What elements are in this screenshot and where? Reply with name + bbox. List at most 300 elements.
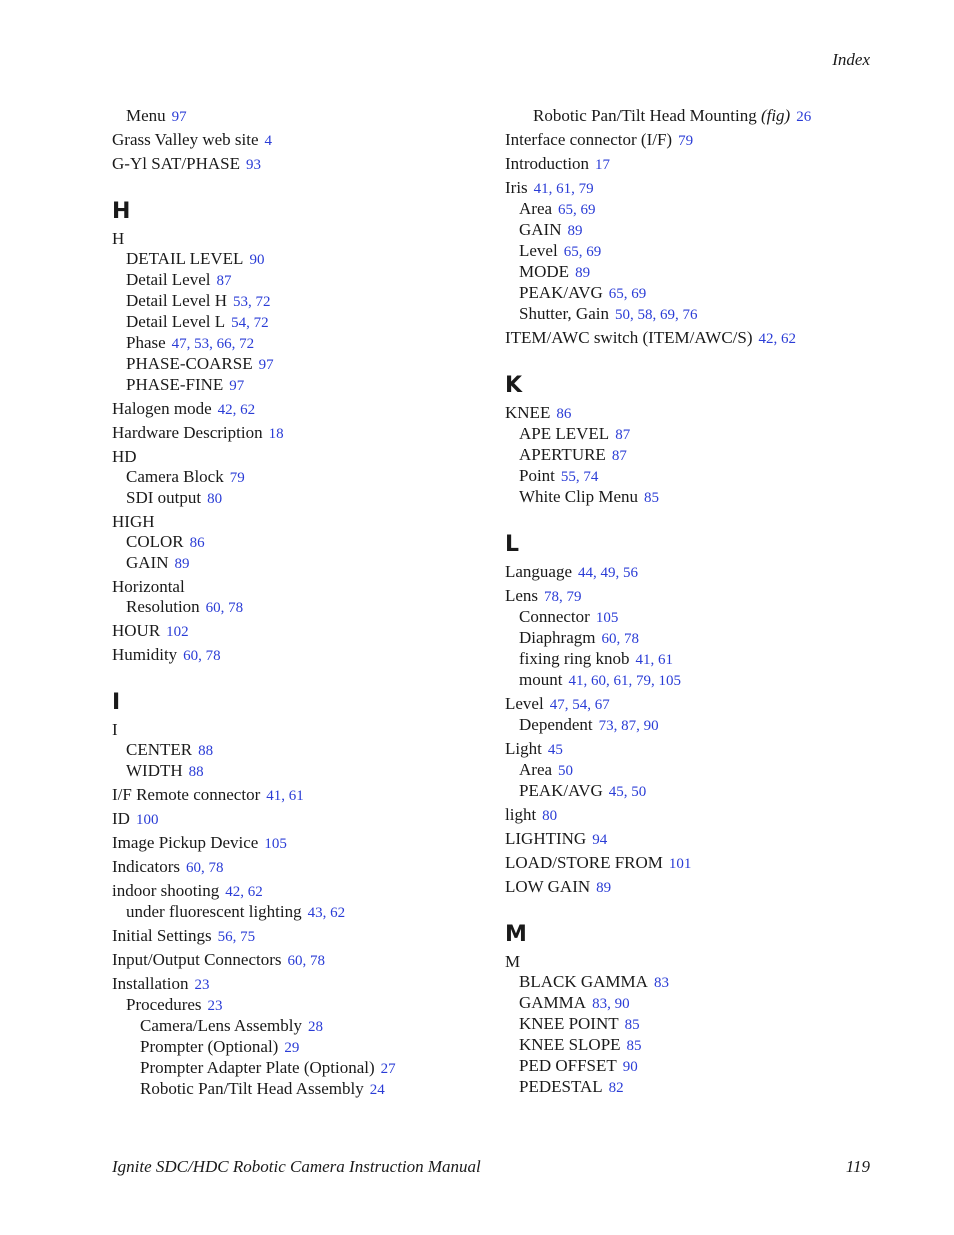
page-separator: , xyxy=(629,307,638,323)
page-link[interactable]: 100 xyxy=(135,812,159,828)
page-link[interactable]: 85 xyxy=(643,490,659,506)
page-references xyxy=(534,181,594,197)
index-term: Lens xyxy=(505,586,539,605)
page-references xyxy=(259,357,274,373)
index-term: HD xyxy=(112,447,137,466)
page-references xyxy=(644,490,659,506)
index-subentry xyxy=(112,312,482,333)
page-link[interactable]: 74 xyxy=(583,469,599,485)
index-term: ITEM/AWC switch (ITEM/AWC/S) xyxy=(505,328,753,347)
page-references xyxy=(136,812,159,828)
page-link[interactable]: 90 xyxy=(614,996,630,1012)
page-references xyxy=(592,832,607,848)
page-link[interactable]: 67 xyxy=(594,697,610,713)
index-entry xyxy=(112,857,482,878)
index-subentry xyxy=(505,781,885,802)
index-subentry xyxy=(505,199,885,220)
page-link[interactable]: 89 xyxy=(567,223,583,239)
index-subentry xyxy=(112,761,482,782)
index-subentry xyxy=(505,1035,885,1056)
page-link[interactable]: 4 xyxy=(264,133,273,149)
index-term: Area xyxy=(519,199,553,218)
index-entry xyxy=(505,328,885,349)
page-separator: , xyxy=(613,718,622,734)
page-references xyxy=(229,378,244,394)
index-term: GAMMA xyxy=(519,993,587,1012)
index-term: WIDTH xyxy=(126,761,183,780)
index-entry xyxy=(505,829,885,850)
running-header: Index xyxy=(832,50,870,69)
page-references xyxy=(623,1059,638,1075)
index-term: fixing ring knob xyxy=(519,649,630,668)
page-references xyxy=(269,426,284,442)
page-link[interactable]: 83 xyxy=(653,975,669,991)
index-term: H xyxy=(112,229,125,248)
page-link[interactable]: 65 xyxy=(558,202,574,218)
index-term: Camera/Lens Assembly xyxy=(140,1016,302,1035)
index-subentry xyxy=(505,106,885,127)
index-subentry xyxy=(505,304,885,325)
index-term: GAIN xyxy=(519,220,562,239)
page-separator: , xyxy=(248,294,256,310)
page-link[interactable]: 87 xyxy=(611,448,627,464)
index-term: White Clip Menu xyxy=(519,487,638,506)
index-entry xyxy=(505,154,885,175)
page-link[interactable]: 56 xyxy=(623,565,639,581)
page-references xyxy=(596,880,611,896)
page-separator: , xyxy=(573,202,581,218)
page-link[interactable]: 80 xyxy=(207,491,223,507)
page-link[interactable]: 62 xyxy=(240,402,256,418)
index-term: Dependent xyxy=(519,715,593,734)
page-link[interactable]: 76 xyxy=(682,307,698,323)
index-entry xyxy=(112,809,482,830)
page-references xyxy=(233,294,271,310)
page-link[interactable]: 23 xyxy=(194,977,210,993)
page-link[interactable]: 79 xyxy=(229,470,245,486)
index-subentry xyxy=(505,466,885,487)
page-link[interactable]: 41 xyxy=(266,788,282,804)
index-term: G-Yl SAT/PHASE xyxy=(112,154,240,173)
page-references xyxy=(288,953,326,969)
page-link[interactable]: 79 xyxy=(678,133,694,149)
index-term: PHASE-FINE xyxy=(126,375,224,394)
page-references xyxy=(578,565,638,581)
index-term: Detail Level L xyxy=(126,312,226,331)
index-entry xyxy=(505,586,885,607)
page-separator: , xyxy=(209,336,217,352)
page-link[interactable]: 18 xyxy=(268,426,284,442)
page-link[interactable]: 101 xyxy=(668,856,692,872)
index-subentry xyxy=(505,241,885,262)
index-term: PEDESTAL xyxy=(519,1077,603,1096)
page-link[interactable]: 54 xyxy=(231,315,247,331)
page-link[interactable]: 41 xyxy=(635,652,651,668)
index-entry xyxy=(112,423,482,444)
page-separator: , xyxy=(220,600,229,616)
page-link[interactable]: 78 xyxy=(208,860,224,876)
page-references xyxy=(218,929,256,945)
index-subentry xyxy=(112,291,482,312)
page-references xyxy=(796,109,811,125)
index-subentry xyxy=(112,270,482,291)
page-link[interactable]: 78 xyxy=(623,631,639,647)
index-entry xyxy=(112,447,482,467)
index-term: Light xyxy=(505,739,542,758)
page-link[interactable]: 65 xyxy=(563,244,579,260)
index-term: PEAK/AVG xyxy=(519,781,603,800)
index-term: mount xyxy=(519,670,563,689)
page-link[interactable]: 78 xyxy=(310,953,326,969)
index-entry xyxy=(112,577,482,597)
page-link[interactable]: 42 xyxy=(225,884,241,900)
page-references xyxy=(183,648,221,664)
page-link[interactable]: 72 xyxy=(253,315,269,331)
index-column-left xyxy=(112,106,482,1100)
page-link[interactable]: 97 xyxy=(171,109,187,125)
index-entry xyxy=(505,877,885,898)
page-references xyxy=(381,1061,396,1077)
page-link[interactable]: 65 xyxy=(608,286,624,302)
page-references xyxy=(172,109,187,125)
page-link[interactable]: 88 xyxy=(198,743,214,759)
index-subentry xyxy=(505,283,885,304)
page-link[interactable]: 29 xyxy=(284,1040,300,1056)
index-term: Level xyxy=(519,241,558,260)
page-link[interactable]: 69 xyxy=(586,244,602,260)
page-separator: , xyxy=(281,788,289,804)
page-references xyxy=(265,133,273,149)
index-subentry xyxy=(112,467,482,488)
page-link[interactable]: 87 xyxy=(216,273,232,289)
page-references xyxy=(601,631,639,647)
page-link[interactable]: 94 xyxy=(592,832,608,848)
page-link[interactable]: 105 xyxy=(264,836,287,852)
page-link[interactable]: 87 xyxy=(615,427,631,443)
page-link[interactable]: 53 xyxy=(194,336,210,352)
index-term: Image Pickup Device xyxy=(112,833,259,852)
index-term: Hardware Description xyxy=(112,423,263,442)
index-subentry xyxy=(505,628,885,649)
index-entry xyxy=(505,562,885,583)
page-link[interactable]: 97 xyxy=(258,357,274,373)
index-subentry xyxy=(112,532,482,553)
page-link[interactable]: 62 xyxy=(330,905,346,921)
page-references xyxy=(592,996,630,1012)
index-entry xyxy=(112,399,482,420)
index-term: MODE xyxy=(519,262,570,281)
index-term: Initial Settings xyxy=(112,926,212,945)
index-term: Procedures xyxy=(126,995,202,1014)
page-link[interactable]: 82 xyxy=(608,1080,624,1096)
page-link[interactable]: 73 xyxy=(598,718,614,734)
page-link[interactable]: 78 xyxy=(544,589,560,605)
index-term: KNEE POINT xyxy=(519,1014,619,1033)
page-link[interactable]: 90 xyxy=(643,718,659,734)
page-link[interactable]: 105 xyxy=(595,610,619,626)
page-link[interactable]: 102 xyxy=(166,624,189,640)
index-term: BLACK GAMMA xyxy=(519,972,648,991)
index-term: Robotic Pan/Tilt Head Assembly xyxy=(140,1079,364,1098)
page-link[interactable]: 17 xyxy=(595,157,611,173)
page-link[interactable]: 54 xyxy=(572,697,588,713)
page-link[interactable]: 42 xyxy=(217,402,233,418)
index-term: Level xyxy=(505,694,544,713)
page-link[interactable]: 55 xyxy=(560,469,576,485)
page-separator: , xyxy=(674,307,683,323)
page-link[interactable]: 87 xyxy=(621,718,637,734)
index-term: CENTER xyxy=(126,740,193,759)
page-link[interactable]: 47 xyxy=(549,697,565,713)
page-link[interactable]: 49 xyxy=(600,565,616,581)
page-link[interactable]: 97 xyxy=(229,378,245,394)
page-link[interactable]: 50 xyxy=(631,784,647,800)
index-term: SDI output xyxy=(126,488,202,507)
page-link[interactable]: 45 xyxy=(547,742,563,758)
page-separator: , xyxy=(302,953,311,969)
page-link[interactable]: 78 xyxy=(205,648,221,664)
index-term: LIGHTING xyxy=(505,829,587,848)
index-term: Humidity xyxy=(112,645,178,664)
page-references xyxy=(542,808,557,824)
page-separator: , xyxy=(548,181,557,197)
page-link[interactable]: 44 xyxy=(578,565,594,581)
index-entry xyxy=(112,130,482,151)
page-separator: , xyxy=(200,860,209,876)
index-subentry xyxy=(505,649,885,670)
page-references xyxy=(544,589,582,605)
index-term: PEAK/AVG xyxy=(519,283,603,302)
page-link[interactable]: 62 xyxy=(247,884,263,900)
page-references xyxy=(575,265,590,281)
page-separator: , xyxy=(628,673,636,689)
index-subentry xyxy=(505,670,885,691)
index-term: KNEE SLOPE xyxy=(519,1035,621,1054)
index-subentry xyxy=(505,1077,885,1098)
page-separator: , xyxy=(583,673,591,689)
index-subentry xyxy=(112,1037,482,1058)
page-link[interactable]: 45 xyxy=(608,784,624,800)
page-link[interactable]: 43 xyxy=(307,905,323,921)
page-link[interactable]: 28 xyxy=(307,1019,323,1035)
page-references xyxy=(615,307,698,323)
page-link[interactable]: 61 xyxy=(288,788,304,804)
page-separator: , xyxy=(636,718,644,734)
page-separator: , xyxy=(615,565,624,581)
page-link[interactable]: 85 xyxy=(626,1038,642,1054)
index-term: HOUR xyxy=(112,621,161,640)
page-references xyxy=(568,673,681,689)
index-term: Grass Valley web site xyxy=(112,130,259,149)
index-entry xyxy=(505,178,885,199)
index-subentry xyxy=(112,1016,482,1037)
index-subentry xyxy=(505,445,885,466)
page-link[interactable]: 89 xyxy=(174,556,190,572)
page-link[interactable]: 42 xyxy=(758,331,774,347)
page-separator: , xyxy=(198,648,206,664)
page-link[interactable]: 60 xyxy=(205,600,221,616)
page-link[interactable]: 79 xyxy=(578,181,594,197)
index-subentry xyxy=(505,715,885,736)
page-references xyxy=(615,427,630,443)
page-separator: , xyxy=(605,673,614,689)
index-term: Menu xyxy=(126,106,166,125)
index-term: Area xyxy=(519,760,553,779)
index-letter-heading: K xyxy=(505,373,523,398)
page-link[interactable]: 60 xyxy=(183,648,199,664)
page-link[interactable]: 79 xyxy=(635,673,651,689)
index-entry xyxy=(112,974,482,995)
page-link[interactable]: 78 xyxy=(228,600,244,616)
index-term: Input/Output Connectors xyxy=(112,950,282,969)
page-link[interactable]: 89 xyxy=(596,880,612,896)
page-references xyxy=(561,469,599,485)
page-link[interactable]: 72 xyxy=(239,336,255,352)
index-subentry xyxy=(505,607,885,628)
page-link[interactable]: 26 xyxy=(796,109,812,125)
page-link[interactable]: 85 xyxy=(624,1017,640,1033)
page-references xyxy=(308,1019,323,1035)
page-link[interactable]: 89 xyxy=(575,265,591,281)
index-term: PED OFFSET xyxy=(519,1056,617,1075)
index-term: Robotic Pan/Tilt Head Mounting xyxy=(533,106,757,125)
page-link[interactable]: 56 xyxy=(217,929,233,945)
page-references xyxy=(636,652,674,668)
page-link[interactable]: 61 xyxy=(613,673,629,689)
page-link[interactable]: 93 xyxy=(246,157,261,173)
page-link[interactable]: 90 xyxy=(622,1059,638,1075)
index-subentry xyxy=(112,740,482,761)
index-term: Introduction xyxy=(505,154,590,173)
page-references xyxy=(217,273,232,289)
page-link[interactable]: 86 xyxy=(189,535,205,551)
index-letter-heading: I xyxy=(112,690,121,715)
page-references xyxy=(206,600,244,616)
page-references xyxy=(558,763,573,779)
page-link[interactable]: 79 xyxy=(566,589,582,605)
index-subentry xyxy=(505,993,885,1014)
index-term: Interface connector (I/F) xyxy=(505,130,673,149)
page-references xyxy=(190,535,205,551)
page-link[interactable]: 80 xyxy=(542,808,558,824)
page-link[interactable]: 66 xyxy=(216,336,232,352)
index-subentry xyxy=(505,1014,885,1035)
page-link[interactable]: 105 xyxy=(658,673,681,689)
index-subentry xyxy=(112,902,482,923)
page-references xyxy=(625,1017,640,1033)
index-term: Detail Level H xyxy=(126,291,228,310)
index-term: Language xyxy=(505,562,573,581)
page-separator: , xyxy=(231,336,240,352)
page-link[interactable]: 58 xyxy=(637,307,653,323)
index-entry xyxy=(505,952,885,972)
index-term: Connector xyxy=(519,607,590,626)
index-letter-heading: H xyxy=(112,199,131,224)
page-link[interactable]: 60 xyxy=(185,860,201,876)
figure-marker: (fig) xyxy=(760,106,791,125)
index-term: Halogen mode xyxy=(112,399,212,418)
page-link[interactable]: 69 xyxy=(659,307,675,323)
page-references xyxy=(208,998,223,1014)
page-link[interactable]: 69 xyxy=(631,286,647,302)
index-subentry xyxy=(112,488,482,509)
index-term: APERTURE xyxy=(519,445,606,464)
index-subentry xyxy=(112,1079,482,1100)
page-separator: , xyxy=(578,244,587,260)
index-term: PHASE-COARSE xyxy=(126,354,253,373)
index-term: Camera Block xyxy=(126,467,224,486)
index-entry xyxy=(505,403,885,424)
index-term: DETAIL LEVEL xyxy=(126,249,244,268)
index-term: HIGH xyxy=(112,512,155,531)
page-link[interactable]: 61 xyxy=(556,181,572,197)
page-link[interactable]: 61 xyxy=(658,652,673,668)
index-entry xyxy=(112,512,482,532)
index-subentry xyxy=(112,106,482,127)
index-term: M xyxy=(505,952,521,971)
page-link[interactable]: 24 xyxy=(369,1082,385,1098)
page-link[interactable]: 47 xyxy=(171,336,187,352)
page-references xyxy=(198,743,213,759)
page-link[interactable]: 60 xyxy=(590,673,606,689)
page-separator: , xyxy=(232,929,241,945)
index-term: I xyxy=(112,720,118,739)
index-entry xyxy=(112,229,482,249)
page-link[interactable]: 60 xyxy=(601,631,617,647)
index-entry xyxy=(505,694,885,715)
page-link[interactable]: 62 xyxy=(781,331,797,347)
index-subentry xyxy=(505,424,885,445)
index-subentry xyxy=(112,354,482,375)
page-references xyxy=(231,315,269,331)
page-link[interactable]: 23 xyxy=(207,998,223,1014)
page-separator: , xyxy=(232,402,241,418)
page-link[interactable]: 72 xyxy=(255,294,271,310)
page-references xyxy=(678,133,693,149)
page-link[interactable]: 90 xyxy=(249,252,265,268)
index-entry xyxy=(112,154,482,175)
page-link[interactable]: 86 xyxy=(556,406,572,422)
page-separator: , xyxy=(616,631,624,647)
index-term: Resolution xyxy=(126,597,200,616)
page-references xyxy=(550,697,610,713)
page-link[interactable]: 53 xyxy=(233,294,249,310)
page-link[interactable]: 75 xyxy=(240,929,256,945)
index-term: Iris xyxy=(505,178,528,197)
index-term: Shutter, Gain xyxy=(519,304,609,323)
page-references xyxy=(669,856,692,872)
index-entry xyxy=(112,926,482,947)
page-references xyxy=(264,836,287,852)
page-link[interactable]: 83 xyxy=(592,996,608,1012)
page-link[interactable]: 60 xyxy=(287,953,303,969)
page-link[interactable]: 50 xyxy=(614,307,630,323)
page-separator: , xyxy=(564,697,573,713)
index-term: KNEE xyxy=(505,403,551,422)
page-link[interactable]: 27 xyxy=(380,1061,396,1077)
index-term: Point xyxy=(519,466,555,485)
page-separator: , xyxy=(575,469,584,485)
index-term: COLOR xyxy=(126,532,184,551)
index-term: Installation xyxy=(112,974,189,993)
index-term: Phase xyxy=(126,333,166,352)
page-link[interactable]: 41 xyxy=(533,181,549,197)
page-link[interactable]: 50 xyxy=(558,763,574,779)
page-link[interactable]: 41 xyxy=(568,673,584,689)
page-references xyxy=(230,470,245,486)
page-link[interactable]: 69 xyxy=(580,202,596,218)
page-link[interactable]: 88 xyxy=(188,764,204,780)
